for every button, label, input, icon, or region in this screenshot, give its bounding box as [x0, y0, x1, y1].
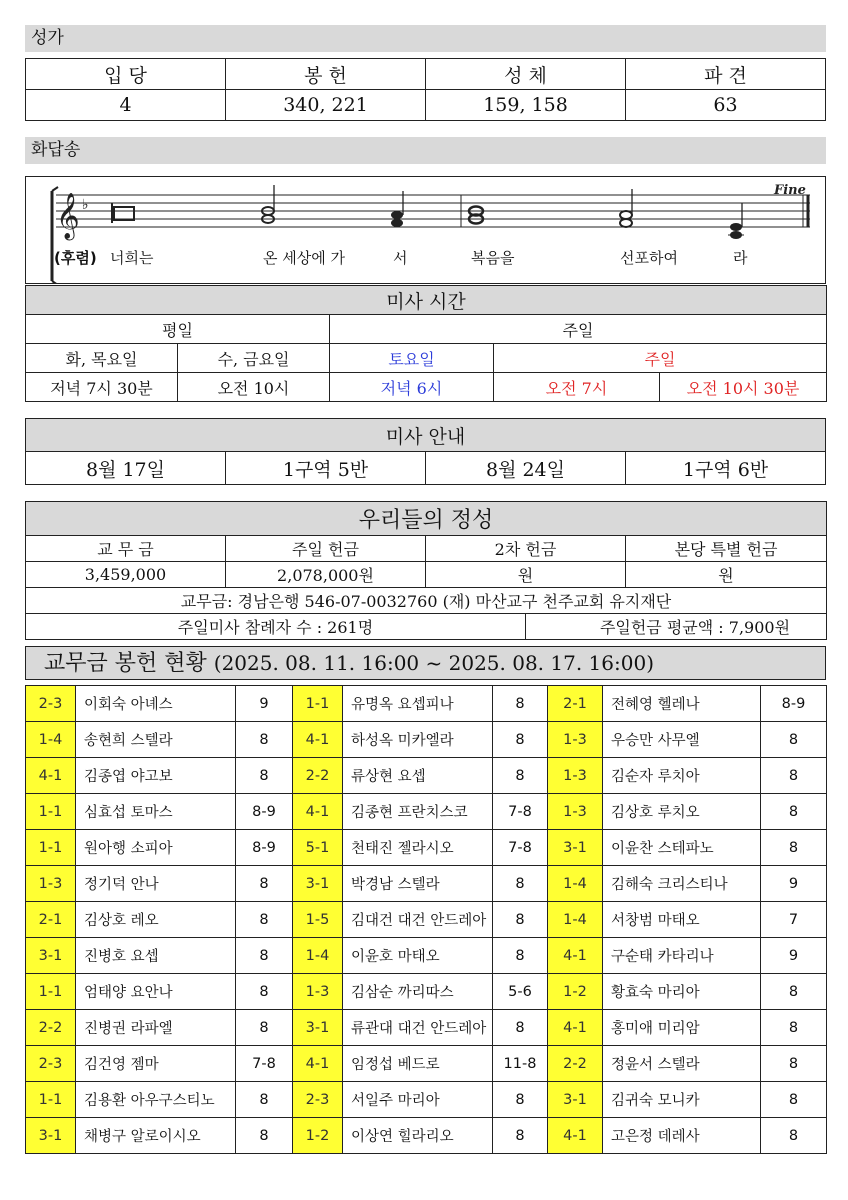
- month-cell: 8: [761, 974, 827, 1010]
- table-row: [26, 1046, 827, 1082]
- average-offering: 주일헌금 평균액 : 7,900원: [526, 614, 827, 640]
- district-cell: 2-3: [293, 1082, 343, 1118]
- district-cell: 3-1: [26, 938, 76, 974]
- member-name-cell: 김해숙 크리스티나: [603, 866, 761, 902]
- month-cell: 8: [493, 1010, 548, 1046]
- fine-marking: Fine: [774, 183, 806, 198]
- district-cell: 1-4: [548, 866, 603, 902]
- month-cell: 8: [236, 758, 293, 794]
- svg-text:𝄞: 𝄞: [56, 193, 80, 239]
- mass-guide-section: [25, 418, 826, 485]
- member-name-cell: 이윤호 마태오: [343, 938, 493, 974]
- member-name-cell: 정기덕 안나: [76, 866, 236, 902]
- month-cell: 8: [493, 758, 548, 794]
- member-name-cell: 엄태양 요안나: [76, 974, 236, 1010]
- sungga-value: 340, 221: [226, 90, 426, 121]
- district-cell: 1-3: [26, 866, 76, 902]
- member-name-cell: 이윤찬 스테파노: [603, 830, 761, 866]
- month-cell: 8: [761, 794, 827, 830]
- month-cell: 8: [236, 938, 293, 974]
- member-name-cell: 송현희 스텔라: [76, 722, 236, 758]
- mass-time-title: 미사 시간: [26, 286, 827, 315]
- member-name-cell: 서창범 마태오: [603, 902, 761, 938]
- month-cell: 9: [236, 686, 293, 722]
- member-name-cell: 유명옥 요셉피나: [343, 686, 493, 722]
- offering-header: 2차 헌금: [426, 536, 626, 562]
- member-name-cell: 김상호 레오: [76, 902, 236, 938]
- district-cell: 2-2: [548, 1046, 603, 1082]
- member-name-cell: 김건영 젬마: [76, 1046, 236, 1082]
- lyric-word: 온 세상에 가: [263, 249, 345, 267]
- district-cell: 1-3: [548, 722, 603, 758]
- district-cell: 4-1: [293, 722, 343, 758]
- member-name-cell: 김종현 프란치스코: [343, 794, 493, 830]
- district-cell: 1-1: [26, 1082, 76, 1118]
- mass-time-table: [25, 285, 827, 402]
- lyric-word: 라: [733, 249, 748, 267]
- district-cell: 4-1: [548, 1118, 603, 1154]
- district-cell: 1-4: [26, 722, 76, 758]
- district-cell: 4-1: [548, 1010, 603, 1046]
- member-name-cell: 류관대 대건 안드레아: [343, 1010, 493, 1046]
- member-name-cell: 박경남 스텔라: [343, 866, 493, 902]
- month-cell: 8: [761, 830, 827, 866]
- district-cell: 2-2: [293, 758, 343, 794]
- kyomu-status-title: 교무금 봉헌 현황: [44, 651, 207, 676]
- member-name-cell: 김순자 루치아: [603, 758, 761, 794]
- member-name-cell: 채병구 알로이시오: [76, 1118, 236, 1154]
- district-cell: 2-1: [548, 686, 603, 722]
- member-name-cell: 김귀숙 모니카: [603, 1082, 761, 1118]
- mass-guide-cell: 1구역 6반: [626, 452, 826, 485]
- month-cell: 9: [761, 938, 827, 974]
- month-cell: 7-8: [493, 794, 548, 830]
- month-cell: 7: [761, 902, 827, 938]
- offering-value: 원: [626, 562, 827, 588]
- month-cell: 8: [493, 866, 548, 902]
- sungga-table: [25, 58, 826, 121]
- sungga-value: 159, 158: [426, 90, 626, 121]
- mass-guide-cell: 8월 17일: [26, 452, 226, 485]
- member-name-cell: 김대건 대건 안드레아: [343, 902, 493, 938]
- mass-guide-cell: 8월 24일: [426, 452, 626, 485]
- month-cell: 7-8: [493, 830, 548, 866]
- district-cell: 1-4: [548, 902, 603, 938]
- month-cell: 8-9: [236, 830, 293, 866]
- district-cell: 1-2: [293, 1118, 343, 1154]
- member-name-cell: 홍미애 미리암: [603, 1010, 761, 1046]
- district-cell: 1-5: [293, 902, 343, 938]
- sungga-header: 봉 헌: [226, 59, 426, 90]
- district-cell: 2-2: [26, 1010, 76, 1046]
- kyomu-status-table: [25, 685, 827, 1154]
- sungga-header: 입 당: [26, 59, 226, 90]
- table-row: [26, 830, 827, 866]
- lyric-word: 복음을: [471, 249, 515, 267]
- month-cell: 8: [236, 722, 293, 758]
- svg-text:♭: ♭: [82, 197, 89, 213]
- district-cell: 2-3: [26, 1046, 76, 1082]
- member-name-cell: 김종엽 야고보: [76, 758, 236, 794]
- member-name-cell: 임정섭 베드로: [343, 1046, 493, 1082]
- month-cell: 8: [236, 1082, 293, 1118]
- sungga-section: [25, 25, 826, 121]
- month-cell: 7-8: [236, 1046, 293, 1082]
- table-row: [26, 974, 827, 1010]
- table-row: [26, 794, 827, 830]
- table-row: [26, 722, 827, 758]
- member-name-cell: 전혜영 헬레나: [603, 686, 761, 722]
- table-row: [26, 1010, 827, 1046]
- month-cell: 8: [236, 974, 293, 1010]
- district-cell: 1-3: [293, 974, 343, 1010]
- member-name-cell: 심효섭 토마스: [76, 794, 236, 830]
- kyomu-status-header: [25, 646, 826, 680]
- mass-guide-table: [25, 418, 826, 485]
- member-name-cell: 고은정 데레사: [603, 1118, 761, 1154]
- offering-value: 원: [426, 562, 626, 588]
- lyric-word: 선포하여: [620, 249, 678, 267]
- district-cell: 5-1: [293, 830, 343, 866]
- offering-value: 2,078,000원: [226, 562, 426, 588]
- month-cell: 8: [761, 1046, 827, 1082]
- district-cell: 4-1: [293, 1046, 343, 1082]
- mass-time-value: 오전 7시: [494, 373, 660, 402]
- kyomu-status-section: [25, 646, 826, 1154]
- refrain-label: (후렴): [54, 249, 97, 267]
- offering-section: [25, 501, 826, 640]
- sunday-label: 주일: [330, 315, 827, 344]
- sungga-header: 성 체: [426, 59, 626, 90]
- table-row: [26, 866, 827, 902]
- district-cell: 1-2: [548, 974, 603, 1010]
- month-cell: 8: [761, 722, 827, 758]
- mass-time-value: 오전 10시: [178, 373, 330, 402]
- table-row: [26, 938, 827, 974]
- district-cell: 3-1: [293, 866, 343, 902]
- member-name-cell: 김용환 아우구스티노: [76, 1082, 236, 1118]
- district-cell: 3-1: [548, 1082, 603, 1118]
- mass-time-value: 저녁 7시 30분: [26, 373, 178, 402]
- account-info: 교무금: 경남은행 546-07-0032760 (재) 마산교구 천주교회 유지재단: [26, 588, 827, 614]
- month-cell: 8-9: [236, 794, 293, 830]
- mass-guide-cell: 1구역 5반: [226, 452, 426, 485]
- month-cell: 11-8: [493, 1046, 548, 1082]
- lyric-word: 너희는: [110, 249, 154, 267]
- district-cell: 4-1: [548, 938, 603, 974]
- member-name-cell: 천태진 젤라시오: [343, 830, 493, 866]
- district-cell: 1-1: [26, 974, 76, 1010]
- month-cell: 8: [493, 722, 548, 758]
- lyric-word: 서: [393, 249, 408, 267]
- day-header: 수, 금요일: [178, 344, 330, 373]
- day-header-saturday: 토요일: [330, 344, 494, 373]
- offering-header: 주일 헌금: [226, 536, 426, 562]
- mass-time-section: [25, 285, 826, 402]
- table-row: [26, 1118, 827, 1154]
- member-name-cell: 정윤서 스텔라: [603, 1046, 761, 1082]
- offering-value: 3,459,000: [26, 562, 226, 588]
- member-name-cell: 진병권 라파엘: [76, 1010, 236, 1046]
- member-name-cell: 우승만 사무엘: [603, 722, 761, 758]
- district-cell: 2-1: [26, 902, 76, 938]
- month-cell: 8: [761, 758, 827, 794]
- district-cell: 1-1: [26, 794, 76, 830]
- member-name-cell: 류상현 요셉: [343, 758, 493, 794]
- member-name-cell: 서일주 마리아: [343, 1082, 493, 1118]
- month-cell: 8: [236, 1010, 293, 1046]
- table-row: [26, 758, 827, 794]
- hwadapsong-section: [25, 137, 826, 164]
- district-cell: 1-1: [26, 830, 76, 866]
- member-name-cell: 황효숙 마리아: [603, 974, 761, 1010]
- month-cell: 8: [493, 686, 548, 722]
- offering-table: [25, 501, 827, 640]
- member-name-cell: 진병호 요셉: [76, 938, 236, 974]
- month-cell: 8: [761, 1010, 827, 1046]
- district-cell: 4-1: [26, 758, 76, 794]
- month-cell: 8: [493, 1082, 548, 1118]
- kyomu-status-period: (2025. 08. 11. 16:00 ~ 2025. 08. 17. 16:00): [213, 651, 654, 675]
- offering-header: 본당 특별 헌금: [626, 536, 827, 562]
- mass-time-value: 오전 10시 30분: [660, 373, 827, 402]
- offering-title: 우리들의 정성: [26, 502, 827, 536]
- mass-guide-title: 미사 안내: [26, 419, 826, 452]
- district-cell: 3-1: [26, 1118, 76, 1154]
- district-cell: 1-3: [548, 758, 603, 794]
- member-name-cell: 이상연 힐라리오: [343, 1118, 493, 1154]
- table-row: [26, 902, 827, 938]
- sungga-value: 63: [626, 90, 826, 121]
- month-cell: 9: [761, 866, 827, 902]
- month-cell: 8: [236, 1118, 293, 1154]
- attendance-count: 주일미사 참례자 수 : 261명: [26, 614, 526, 640]
- district-cell: 1-1: [293, 686, 343, 722]
- member-name-cell: 김상호 루치오: [603, 794, 761, 830]
- member-name-cell: 김삼순 까리따스: [343, 974, 493, 1010]
- table-row: [26, 1082, 827, 1118]
- district-cell: 3-1: [293, 1010, 343, 1046]
- month-cell: 5-6: [493, 974, 548, 1010]
- sungga-header: 파 견: [626, 59, 826, 90]
- day-header: 화, 목요일: [26, 344, 178, 373]
- mass-time-value: 저녁 6시: [330, 373, 494, 402]
- sungga-title: 성가: [25, 25, 826, 52]
- month-cell: 8: [236, 902, 293, 938]
- hwadapsong-title: 화답송: [25, 137, 826, 164]
- district-cell: 2-3: [26, 686, 76, 722]
- month-cell: 8: [493, 938, 548, 974]
- month-cell: 8: [761, 1118, 827, 1154]
- district-cell: 3-1: [548, 830, 603, 866]
- month-cell: 8: [761, 1082, 827, 1118]
- table-row: [26, 686, 827, 722]
- sungga-value: 4: [26, 90, 226, 121]
- month-cell: 8: [493, 1118, 548, 1154]
- member-name-cell: 원아행 소피아: [76, 830, 236, 866]
- month-cell: 8-9: [761, 686, 827, 722]
- district-cell: 1-4: [293, 938, 343, 974]
- weekday-label: 평일: [26, 315, 330, 344]
- member-name-cell: 하성옥 미카엘라: [343, 722, 493, 758]
- member-name-cell: 이회숙 아녜스: [76, 686, 236, 722]
- district-cell: 4-1: [293, 794, 343, 830]
- month-cell: 8: [236, 866, 293, 902]
- day-header-sunday: 주일: [494, 344, 827, 373]
- month-cell: 8: [493, 902, 548, 938]
- offering-header: 교 무 금: [26, 536, 226, 562]
- district-cell: 1-3: [548, 794, 603, 830]
- member-name-cell: 구순태 카타리나: [603, 938, 761, 974]
